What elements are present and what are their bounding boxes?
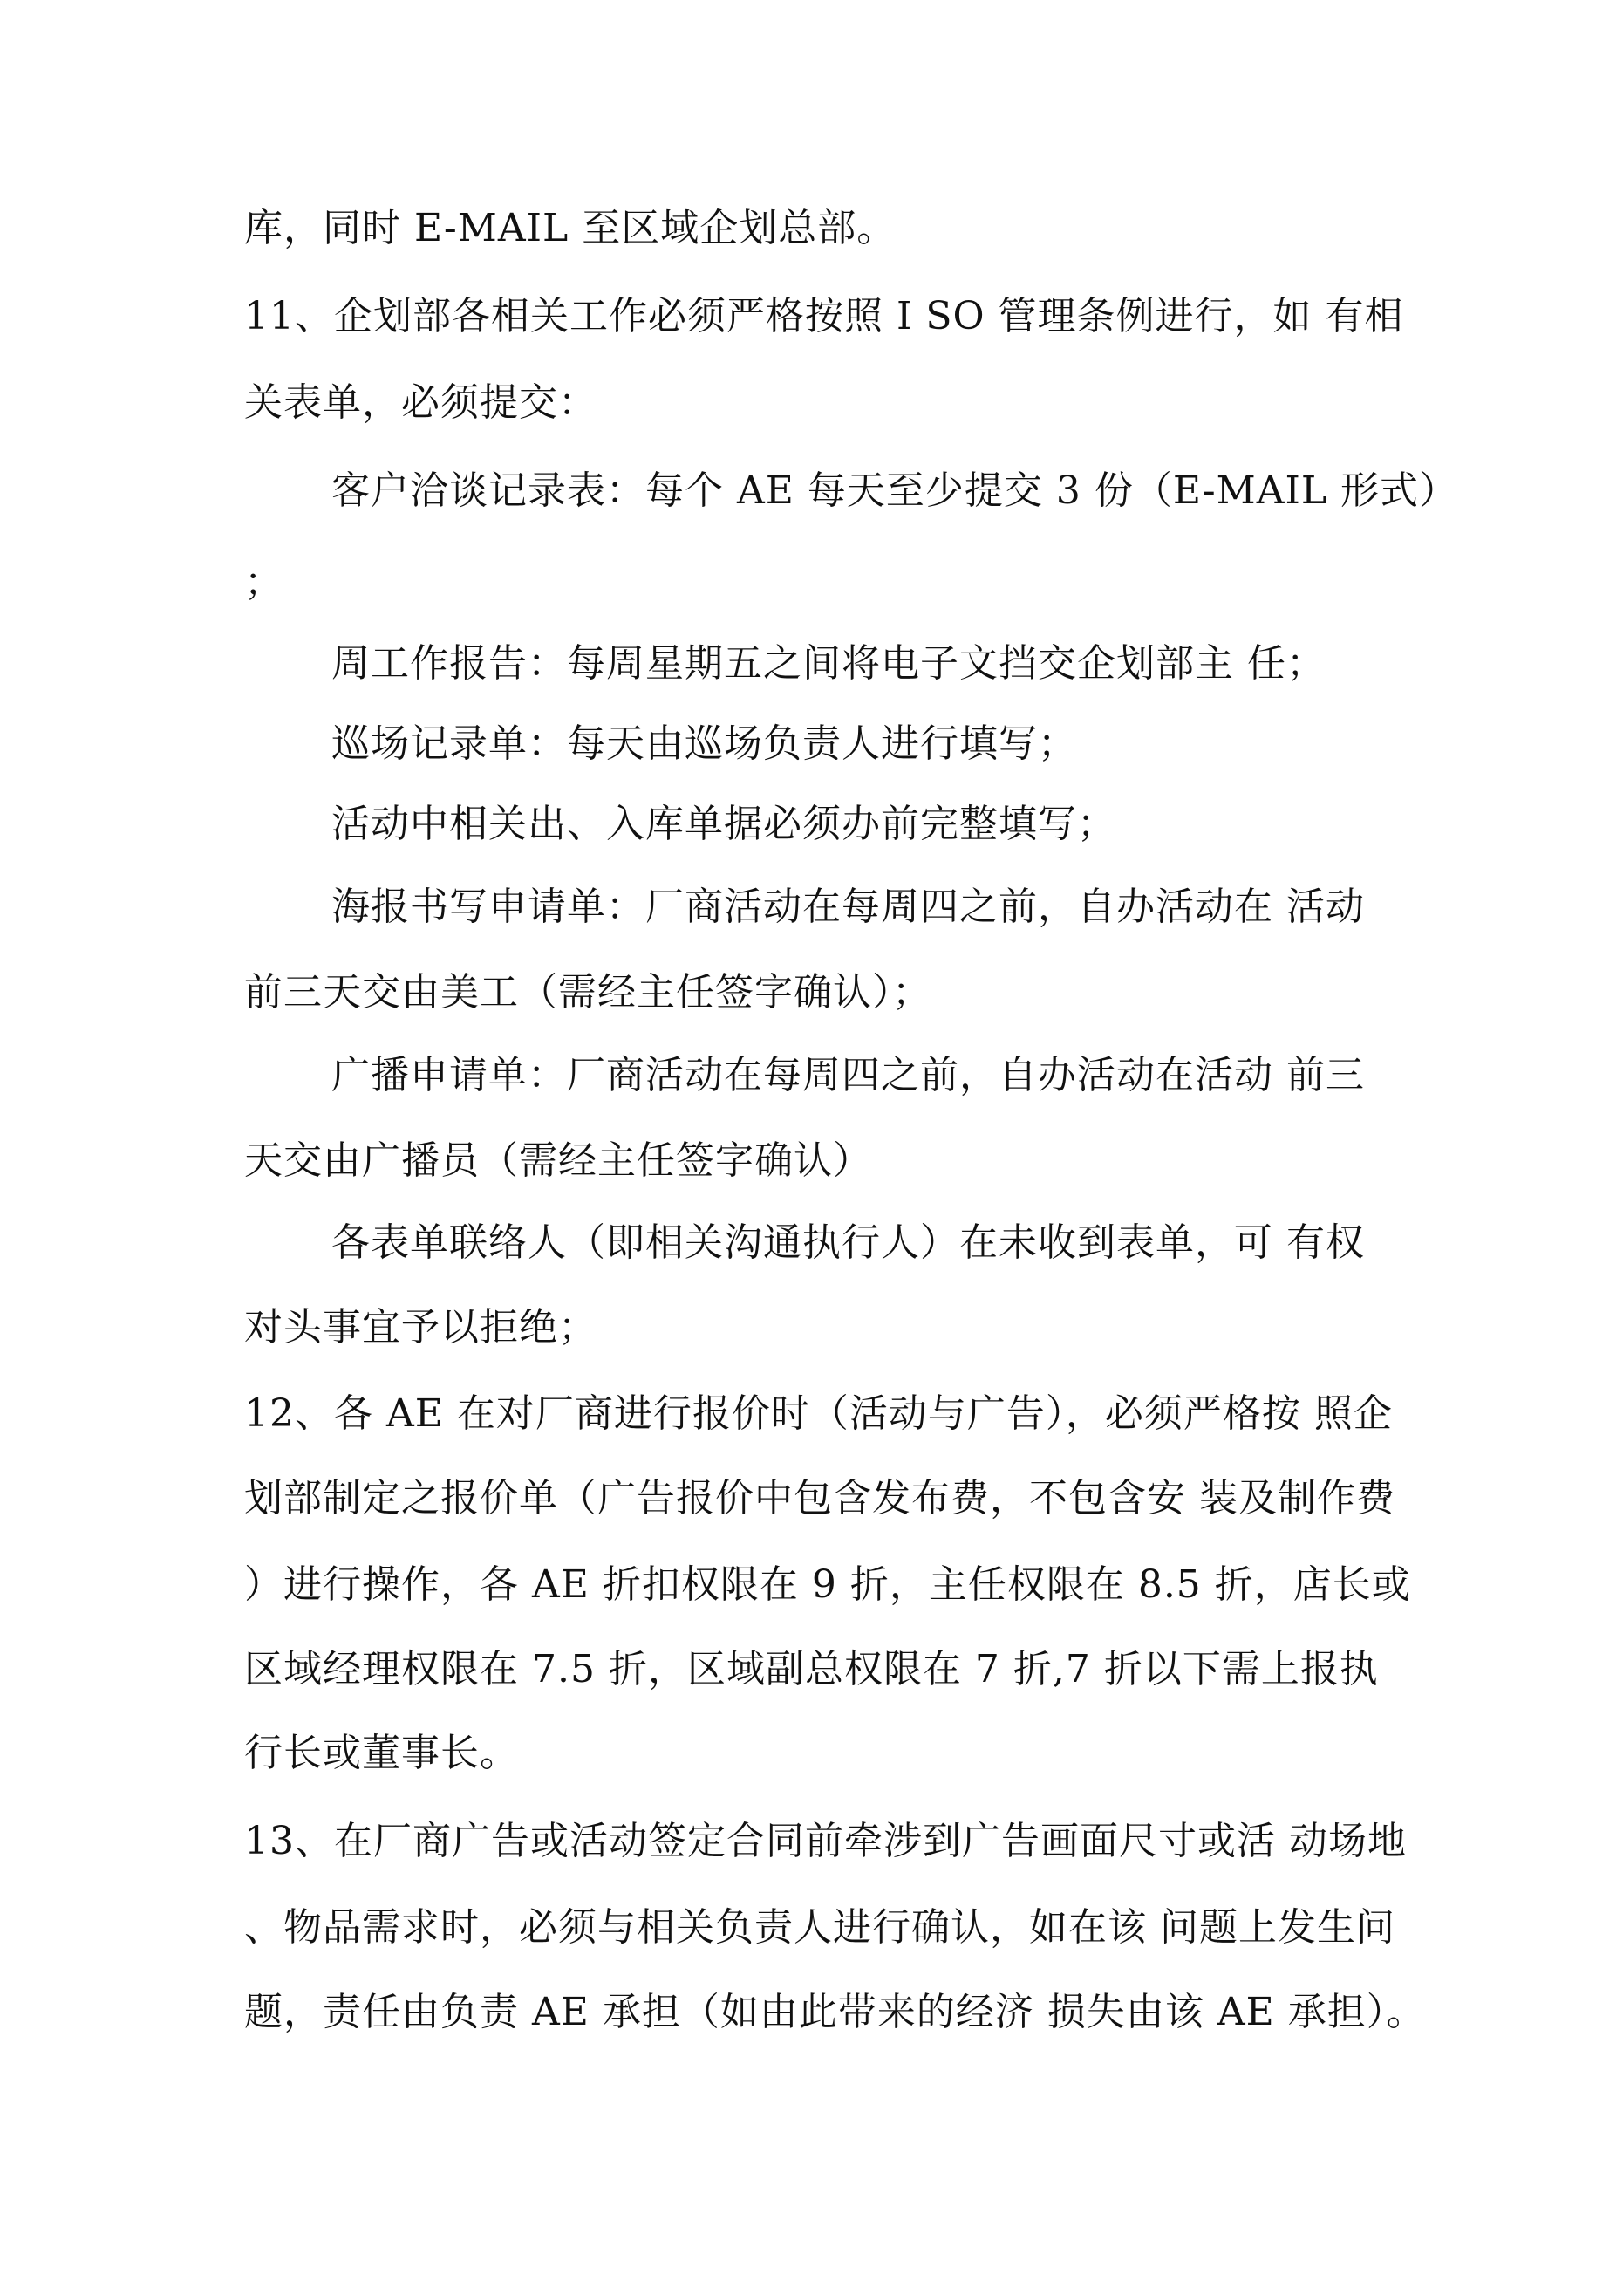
text-line: 客户洽谈记录表：每个 AE 每天至少提交 3 份（E-MAIL 形式） [331,468,1459,513]
text-line: 库，同时 E-MAIL 至区域企划总部。 [244,206,897,250]
text-line: 周工作报告：每周星期五之间将电子文挡交企划部主 任； [331,641,1326,686]
text-line: 前三天交由美工（需经主任签字确认）； [244,970,931,1015]
text-line: 活动中相关出、入库单据必须办前完整填写； [331,802,1116,846]
text-line: 天交由广播员（需经主任签字确认） [244,1138,872,1183]
text-line: 划部制定之报价单（广告报价中包含发布费，不包含安 装及制作费 [244,1476,1395,1520]
text-line: 巡场记录单：每天由巡场负责人进行填写； [331,721,1077,766]
text-line: 13、在厂商广告或活动签定合同前牵涉到广告画面尺寸或活 动场地 [244,1819,1407,1863]
text-line: 广播申请单：厂商活动在每周四之前，自办活动在活动 前三 [331,1053,1365,1097]
text-line: ）进行操作，各 AE 折扣权限在 9 折，主任权限在 8.5 折，店长或 [244,1562,1411,1607]
text-line: 题，责任由负责 AE 承担（如由此带来的经济 损失由该 AE 承担）。 [244,1990,1426,2034]
text-line: 对头事宜予以拒绝； [244,1305,597,1350]
text-line: 、物品需求时，必须与相关负责人进行确认，如在该 问题上发生问 [244,1905,1395,1950]
text-line: 各表单联络人（即相关沟通执行人）在未收到表单，可 有权 [331,1220,1365,1265]
text-line: 区域经理权限在 7.5 折，区域副总权限在 7 折,7 折以下需上报执 [244,1647,1379,1691]
text-line: 关表单，必须提交： [244,380,597,425]
text-line: 行长或董事长。 [244,1731,519,1775]
text-line: ； [244,560,283,605]
text-line: 海报书写申请单：厂商活动在每周四之前，自办活动在 活动 [331,885,1365,929]
text-line: 12、各 AE 在对厂商进行报价时（活动与广告），必须严格按 照企 [244,1391,1393,1436]
text-line: 11、企划部各相关工作必须严格按照 I SO 管理条例进行，如 有相 [244,294,1404,338]
